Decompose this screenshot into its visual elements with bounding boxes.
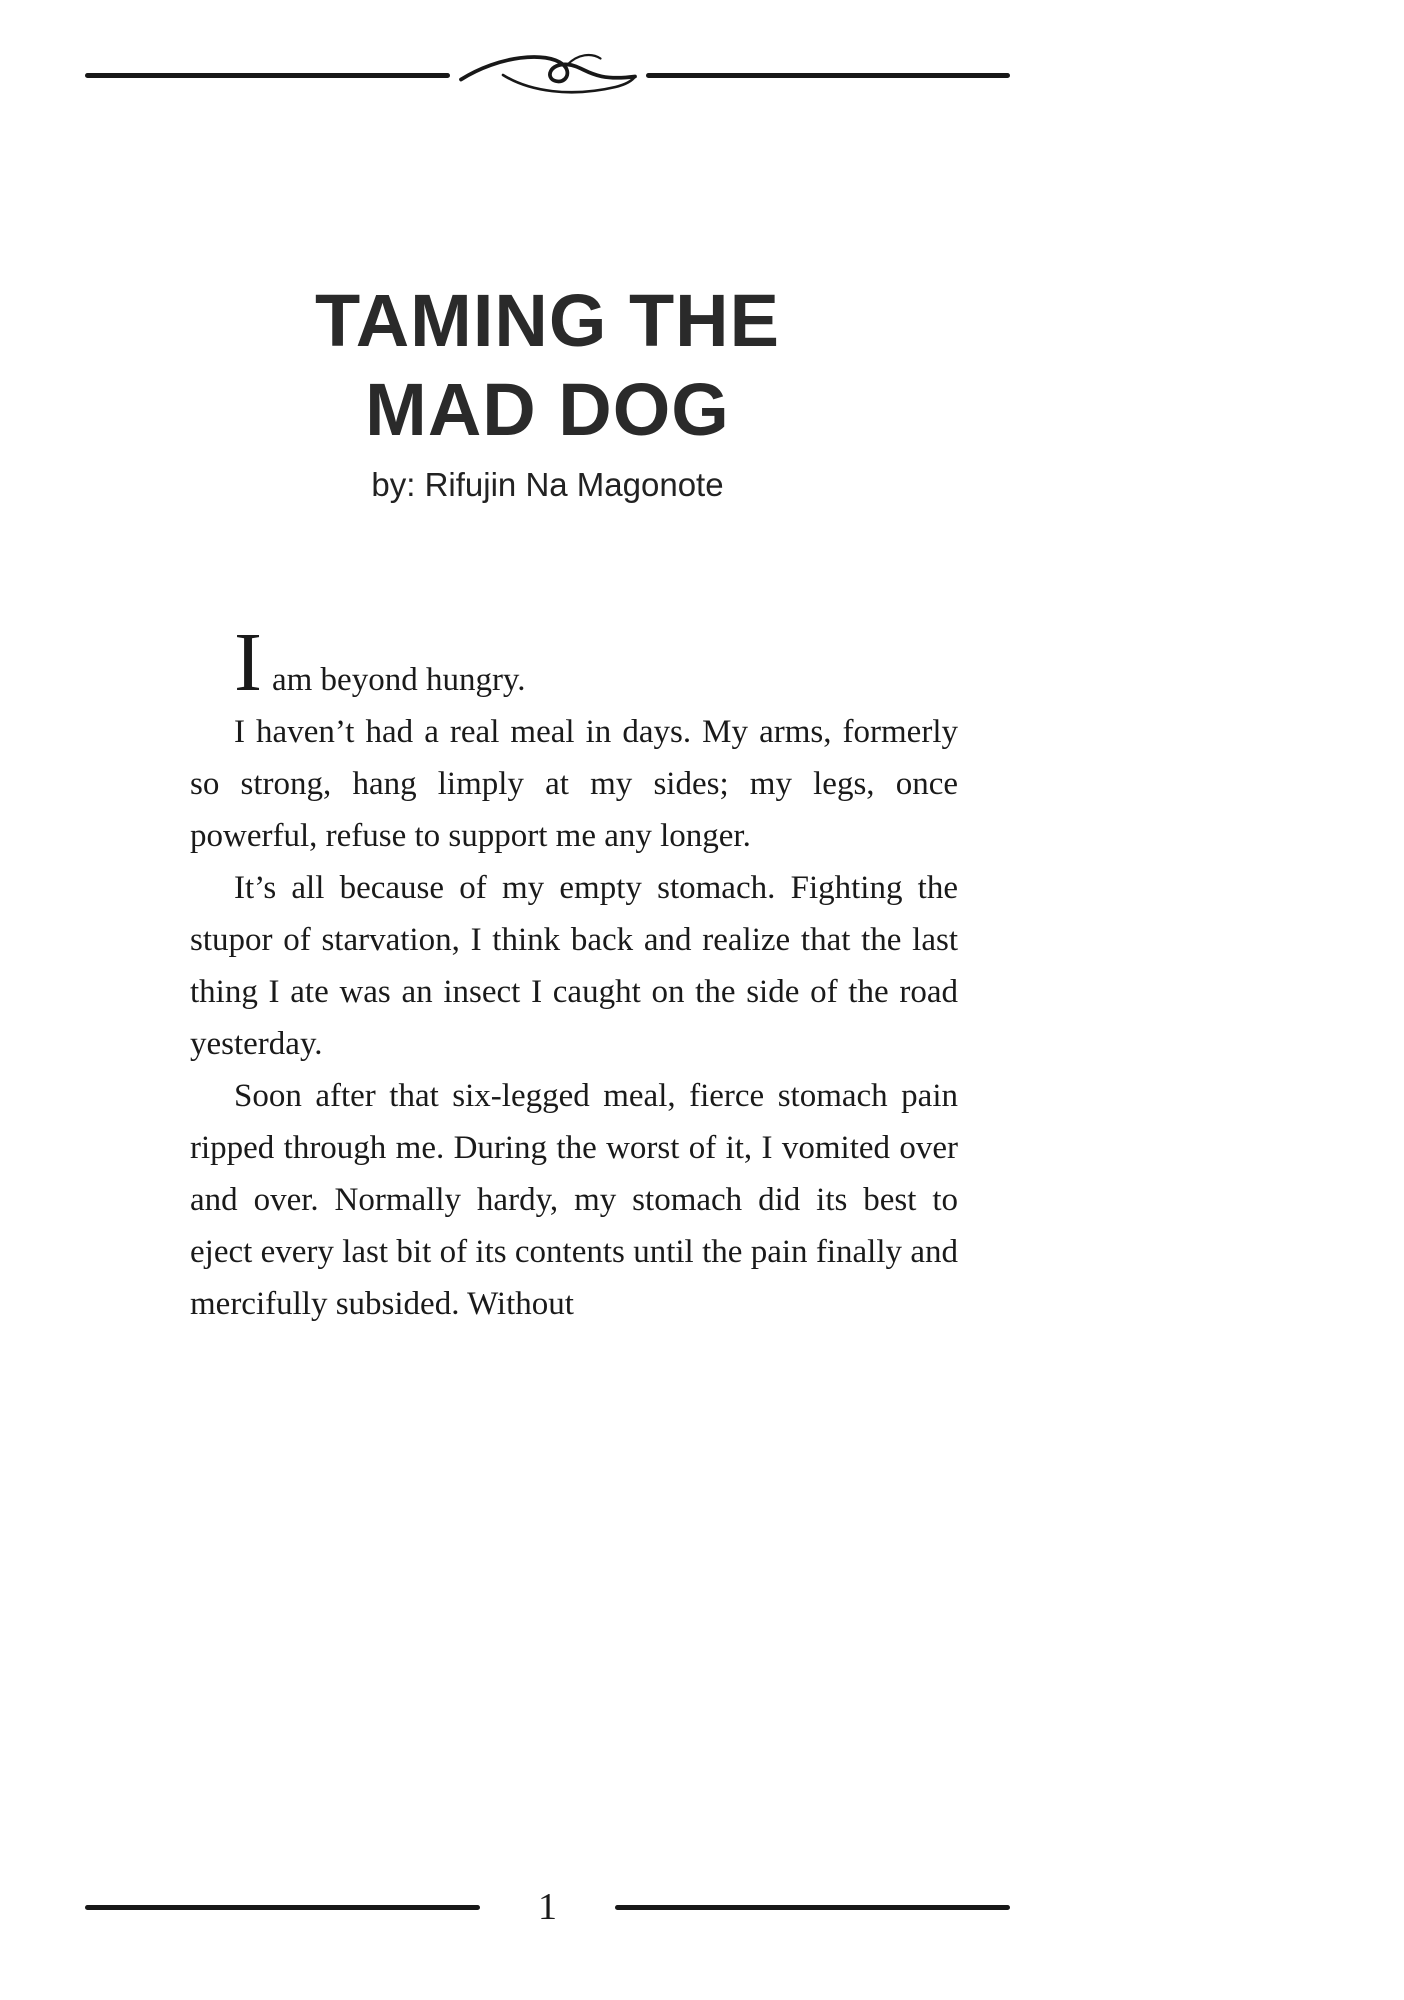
title-line-2: MAD DOG bbox=[365, 368, 730, 451]
paragraph-1-text: am beyond hungry. bbox=[271, 662, 526, 698]
byline: by: Rifujin Na Magonote bbox=[371, 466, 724, 503]
paragraph-3: It’s all because of my empty stomach. Fighting the stupor of starvation, I think back and realize that the last thing I ate was an insect I caught on the side of the road yesterday. bbox=[190, 870, 958, 1062]
title-block bbox=[85, 276, 1010, 504]
footer-rule-right bbox=[615, 1905, 1010, 1910]
drop-cap: I bbox=[234, 616, 262, 709]
header-rule-left bbox=[85, 73, 450, 78]
footer-rule-left bbox=[85, 1905, 480, 1910]
page-title bbox=[85, 276, 1010, 454]
header-ornament-rule bbox=[85, 44, 1010, 106]
paragraph-2: I haven’t had a real meal in days. My arms, formerly so strong, hang limply at my sides; my legs, once powerful, refuse to support me any longer. bbox=[190, 714, 958, 854]
title-line-1: TAMING THE bbox=[315, 279, 780, 362]
page-footer bbox=[85, 1884, 1010, 1930]
paragraph-4: Soon after that six-legged meal, fierce stomach pain ripped through me. During the worst of it, I vomited over and over. Normally hardy, my stomach did its best to eject every last bit of its contents until the pain finally and mercifully subsided. Without bbox=[190, 1078, 958, 1322]
paragraph-1 bbox=[190, 616, 958, 709]
page-number: 1 bbox=[538, 1886, 557, 1928]
flourish-icon bbox=[458, 44, 638, 106]
body-text bbox=[190, 616, 958, 1330]
header-rule-right bbox=[646, 73, 1011, 78]
